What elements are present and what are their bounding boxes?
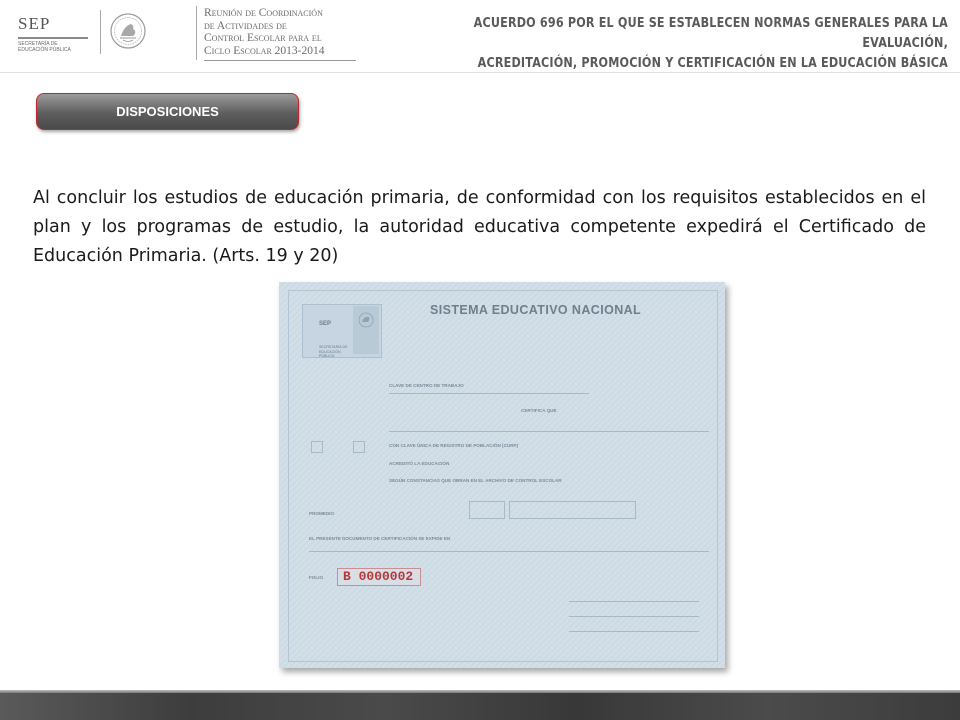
header — [0, 0, 960, 72]
certificate-image — [279, 282, 725, 668]
certificate-field-documento: EL PRESENTE DOCUMENTO DE CERTIFICACIÓN SE EXPIDE EN — [309, 536, 451, 541]
meeting-title-underline — [204, 60, 356, 61]
certificate-folio-number: B 0000002 — [343, 569, 414, 584]
certificate-sep-mark: SEP — [319, 321, 332, 327]
agreement-title-line1: ACUERDO 696 POR EL QUE SE ESTABLECEN NORMAS GENERALES PARA LA EVALUACIÓN, — [473, 16, 948, 51]
certificate-line — [389, 393, 589, 394]
footer-bar — [0, 693, 960, 720]
certificate-field-acredito: ACREDITÓ LA EDUCACIÓN — [389, 461, 450, 466]
certificate-signature-line — [569, 631, 699, 632]
sep-logo-rule — [18, 37, 88, 39]
certificate-title: SISTEMA EDUCATIVO NACIONAL — [430, 303, 642, 317]
certificate-line — [389, 431, 709, 432]
certificate-checkbox — [311, 441, 323, 453]
certificate-field-cct: CLAVE DE CENTRO DE TRABAJO — [389, 383, 464, 388]
header-rule — [0, 72, 960, 73]
certificate-score-text-box — [509, 501, 636, 519]
agreement-title-line2: ACREDITACIÓN, PROMOCIÓN Y CERTIFICACIÓN EN LA EDUCACIÓN BÁSICA — [477, 56, 948, 71]
certificate-field-archivo: SEGÚN CONSTANCIAS QUE OBRAN EN EL ARCHIVO DE CONTROL ESCOLAR — [389, 478, 562, 483]
certificate-score-box — [469, 501, 505, 519]
certificate-logo-box — [302, 304, 382, 358]
certificate-field-curp: CON CLAVE ÚNICA DE REGISTRO DE POBLACIÓN (CURP) — [389, 443, 519, 448]
section-badge: DISPOSICIONES — [36, 93, 299, 130]
certificate-signature-line — [569, 601, 699, 602]
certificate-field-promedio: PROMEDIO — [309, 511, 335, 516]
certificate-line — [309, 551, 709, 552]
certificate-seal-icon — [353, 306, 379, 354]
certificate-logo-subtitle: SECRETARÍA DE EDUCACIÓN PÚBLICA — [319, 345, 348, 358]
certificate-field-certifica: CERTIFICA QUE — [521, 408, 557, 413]
body-paragraph: Al concluir los estudios de educación primaria, de conformidad con los requisitos establecidos en el plan y los programas de estudio, la autoridad educativa competente expedirá el Certificado de Educación Primaria. (Arts. 19 y 20) — [33, 188, 926, 266]
certificate-border — [288, 290, 718, 662]
agreement-title — [466, 14, 948, 74]
certificate-field-folio: FOLIO — [309, 575, 324, 580]
header-divider — [196, 6, 197, 60]
meeting-title: Reunión de Coordinación de Actividades de Control Escolar para el Ciclo Escolar 2013-2014 — [204, 7, 325, 57]
certificate-signature-line — [569, 616, 699, 617]
sep-logo-subtitle: SECRETARÍA DE EDUCACIÓN PÚBLICA — [18, 41, 71, 53]
sep-logo — [18, 10, 98, 54]
sep-logo-mark: SEP — [18, 14, 51, 33]
certificate-checkbox — [353, 441, 365, 453]
coat-of-arms-seal-icon — [109, 12, 147, 50]
header-divider — [100, 10, 101, 54]
